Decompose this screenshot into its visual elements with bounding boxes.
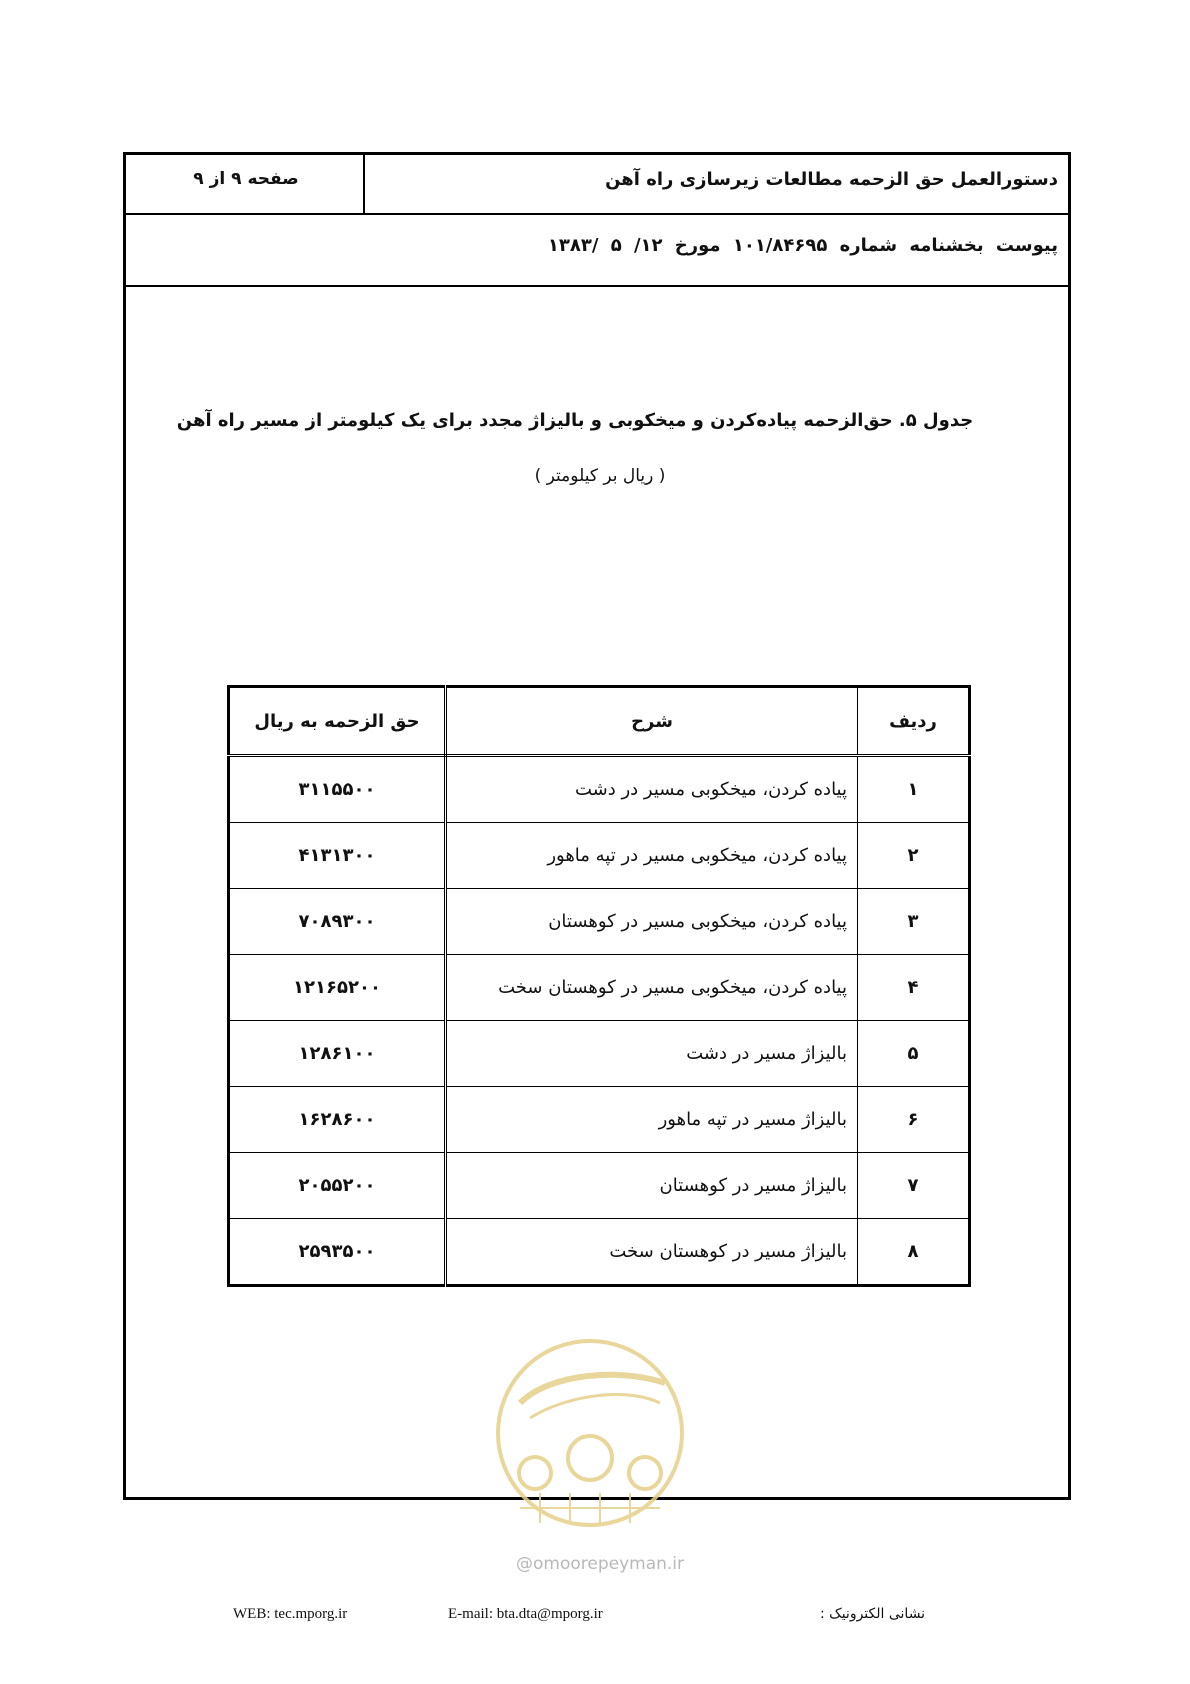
fee-table (227, 685, 971, 1287)
footer-email: E-mail: bta.dta@mporg.ir (448, 1606, 603, 1622)
row-description: پیاده کردن، میخکوبی مسیر در دشت (446, 756, 858, 823)
row-fee: ۲۰۵۵۲۰۰ (229, 1153, 446, 1219)
table-row (229, 1219, 970, 1286)
row-fee: ۱۶۲۸۶۰۰ (229, 1087, 446, 1153)
header-row-number: ردیف (858, 687, 970, 756)
table-header-row (229, 687, 970, 756)
row-number: ۶ (858, 1087, 970, 1153)
row-number: ۱ (858, 756, 970, 823)
table-row (229, 1021, 970, 1087)
footer-label: نشانی الکترونیک : (820, 1606, 926, 1622)
table-unit: ( ریال بر کیلومتر ) (534, 466, 666, 486)
header-row (126, 155, 1068, 215)
row-description: بالیزاژ مسیر در کوهستان (446, 1153, 858, 1219)
row-fee: ۲۵۹۳۵۰۰ (229, 1219, 446, 1286)
row-description: بالیزاژ مسیر در تپه ماهور (446, 1087, 858, 1153)
row-fee: ۳۱۱۵۵۰۰ (229, 756, 446, 823)
row-description: پیاده کردن، میخکوبی مسیر در کوهستان (446, 889, 858, 955)
row-description: پیاده کردن، میخکوبی مسیر در کوهستان سخت (446, 955, 858, 1021)
table-row (229, 1153, 970, 1219)
table-row (229, 756, 970, 823)
header-fee: حق الزحمه به ریال (229, 687, 446, 756)
row-fee: ۷۰۸۹۳۰۰ (229, 889, 446, 955)
table-caption: جدول ۵. حق‌الزحمه پیاده‌کردن و میخکوبی و بالیزاژ مجدد برای یک کیلومتر از مسیر راه آهن (176, 410, 974, 431)
row-fee: ۱۲۸۶۱۰۰ (229, 1021, 446, 1087)
row-number: ۲ (858, 823, 970, 889)
header-divider (363, 155, 365, 213)
row-number: ۵ (858, 1021, 970, 1087)
table-row (229, 889, 970, 955)
watermark-logo (490, 1333, 690, 1533)
table-row (229, 823, 970, 889)
row-description: بالیزاژ مسیر در کوهستان سخت (446, 1219, 858, 1286)
watermark-site: @omoorepeyman.ir (515, 1554, 685, 1574)
row-number: ۳ (858, 889, 970, 955)
table-row (229, 1087, 970, 1153)
document-title: دستورالعمل حق الزحمه مطالعات زیرسازی راه آهن (605, 169, 1058, 190)
row-description: بالیزاژ مسیر در دشت (446, 1021, 858, 1087)
header-description: شرح (446, 687, 858, 756)
attachment-reference: پیوست بخشنامه شماره ۱۰۱/۸۴۶۹۵ مورخ ۱۲/ ۵ /۱۳۸۳ (547, 235, 1058, 256)
row-number: ۷ (858, 1153, 970, 1219)
table-row (229, 955, 970, 1021)
attachment-row (126, 215, 1068, 287)
row-number: ۸ (858, 1219, 970, 1286)
row-number: ۴ (858, 955, 970, 1021)
row-fee: ۴۱۳۱۳۰۰ (229, 823, 446, 889)
row-description: پیاده کردن، میخکوبی مسیر در تپه ماهور (446, 823, 858, 889)
page-indicator: صفحه ۹ از ۹ (193, 169, 299, 189)
row-fee: ۱۲۱۶۵۲۰۰ (229, 955, 446, 1021)
footer-web: WEB: tec.mporg.ir (233, 1606, 348, 1622)
